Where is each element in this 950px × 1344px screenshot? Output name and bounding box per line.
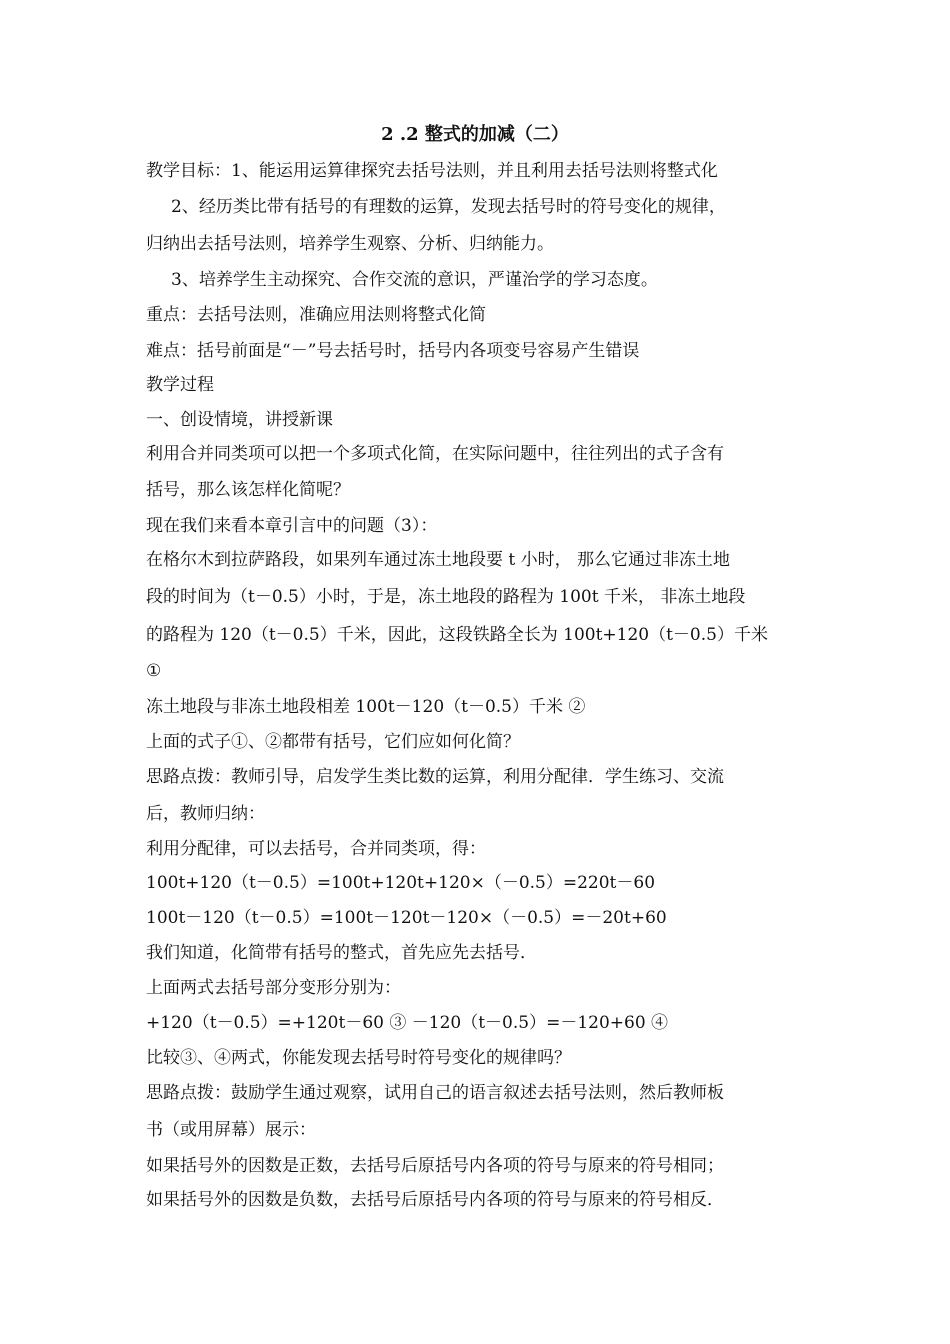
rule-line: 如果括号外的因数是正数，去括号后原括号内各项的符号与原来的符号相同； <box>146 1156 724 1176</box>
paragraph-line: 思路点拨：教师引导，启发学生类比数的运算，利用分配律．学生练习、交流 <box>146 767 724 787</box>
paragraph-line: 利用合并同类项可以把一个多项式化简，在实际问题中，往往列出的式子含有 <box>146 444 724 464</box>
paragraph-line: 段的时间为（t－0.5）小时，于是，冻土地段的路程为 100t 千米， 非冻土地段 <box>146 587 746 607</box>
paragraph-line: 在格尔木到拉萨路段，如果列车通过冻土地段要 t 小时， 那么它通过非冻土地 <box>146 550 731 570</box>
paragraph-line: 我们知道，化简带有括号的整式，首先应先去括号． <box>146 943 537 963</box>
paragraph-line: 上面的式子①、②都带有括号，它们应如何化简？ <box>146 732 520 752</box>
equation-line: 100t+120（t－0.5）=100t+120t+120×（－0.5）=220t－60 <box>146 873 656 893</box>
paragraph-line: 现在我们来看本章引言中的问题（3）： <box>146 516 438 536</box>
equation-marker-1: ① <box>146 661 162 681</box>
difficulty-line: 难点：括号前面是“－”号去括号时，括号内各项变号容易产生错误 <box>146 341 640 361</box>
document-title: 2 .2 整式的加减（二） <box>381 124 569 145</box>
paragraph-line: 比较③、④两式，你能发现去括号时符号变化的规律吗？ <box>146 1048 571 1068</box>
objectives-line-1: 教学目标：1、能运用运算律探究去括号法则，并且利用去括号法则将整式化 <box>146 161 718 181</box>
subsection-heading: 一、创设情境，讲授新课 <box>146 410 333 430</box>
paragraph-line: 书（或用屏幕）展示： <box>146 1120 316 1140</box>
section-heading: 教学过程 <box>146 375 214 395</box>
paragraph-line: 思路点拨：鼓励学生通过观察，试用自己的语言叙述去括号法则，然后教师板 <box>146 1083 724 1103</box>
paragraph-line: 的路程为 120（t－0.5）千米，因此，这段铁路全长为 100t+120（t－0.5）千米 <box>146 625 768 645</box>
paragraph-line: 冻土地段与非冻土地段相差 100t－120（t－0.5）千米 ② <box>146 697 586 717</box>
objectives-line-2: 2、经历类比带有括号的有理数的运算，发现去括号时的符号变化的规律， <box>171 197 726 217</box>
equation-line: +120（t－0.5）=+120t－60 ③ －120（t－0.5）=－120+60 ④ <box>146 1013 669 1033</box>
equation-line: 100t－120（t－0.5）=100t－120t－120×（－0.5）=－20t+60 <box>146 908 667 928</box>
rule-line: 如果括号外的因数是负数，去括号后原括号内各项的符号与原来的符号相反． <box>146 1190 724 1210</box>
key-point-line: 重点：去括号法则，准确应用法则将整式化简 <box>146 305 486 325</box>
objectives-line-4: 3、培养学生主动探究、合作交流的意识，严谨治学的学习态度。 <box>171 270 658 290</box>
objectives-line-3: 归纳出去括号法则，培养学生观察、分析、归纳能力。 <box>146 234 554 254</box>
paragraph-line: 括号，那么该怎样化简呢？ <box>146 480 350 500</box>
paragraph-line: 上面两式去括号部分变形分别为： <box>146 978 401 998</box>
paragraph-line: 后，教师归纳： <box>146 804 265 824</box>
paragraph-line: 利用分配律，可以去括号，合并同类项，得： <box>146 839 486 859</box>
